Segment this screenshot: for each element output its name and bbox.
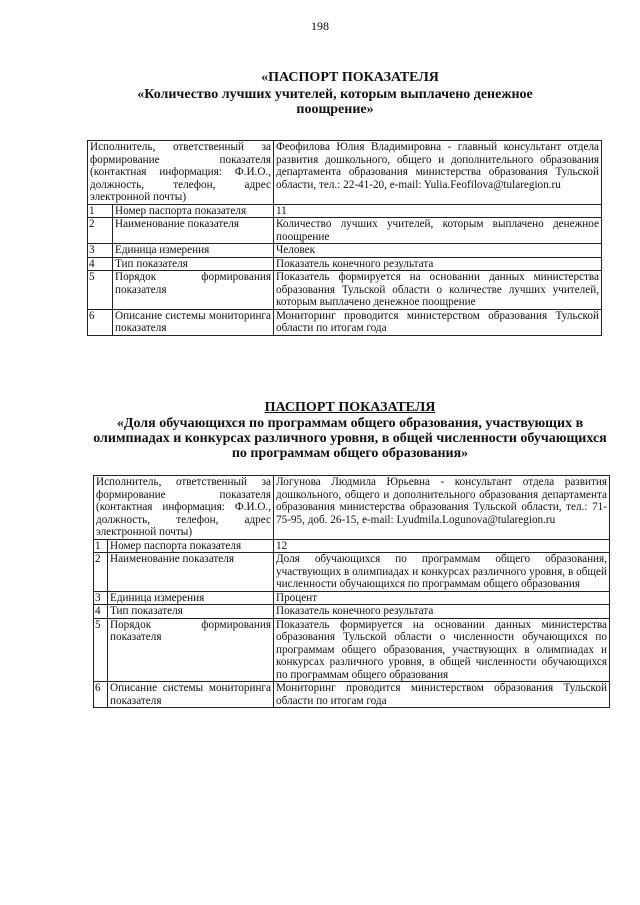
table-row bbox=[88, 309, 602, 335]
row-label: Единица измерения bbox=[113, 244, 274, 258]
row-value: Процент bbox=[274, 591, 610, 605]
row-value: Доля обучающихся по программам общего образования, участвующих в олимпиадах и конкурсах различного уровня, в общей численности обучающихся по программам общего образования bbox=[274, 553, 610, 592]
row-label: Номер паспорта показателя bbox=[108, 539, 274, 553]
table-row bbox=[94, 618, 610, 682]
executor-value: Феофилова Юлия Владимировна - главный консультант отдела развития дошкольного, общего и дополнительного образования департамента образования министерства образования Тульской области, тел.: 22-41-20, e-mail: Yulia.Feofilova@tularegion.ru bbox=[274, 141, 602, 205]
row-number: 3 bbox=[94, 591, 108, 605]
row-label: Порядок формирования показателя bbox=[108, 618, 274, 682]
executor-value: Логунова Людмила Юрьевна - консультант отдела развития дошкольного, общего и дополнительного образования департамента образования министерства образования Тульской области, тел.: 71-75-95, доб. 26-15, e-mail: Lyudmila.Logunova@tularegion.ru bbox=[274, 476, 610, 540]
row-label: Тип показателя bbox=[108, 605, 274, 619]
row-number: 1 bbox=[94, 539, 108, 553]
row-number: 6 bbox=[88, 309, 113, 335]
executor-label: Исполнитель, ответственный за формирование показателя (контактная информация: Ф.И.О., должность, телефон, адрес электронной почты) bbox=[94, 476, 274, 540]
passport2-table bbox=[93, 475, 610, 708]
row-label: Наименование показателя bbox=[108, 553, 274, 592]
table-row bbox=[94, 539, 610, 553]
table-row bbox=[94, 591, 610, 605]
page-number: 198 bbox=[311, 19, 329, 33]
executor-row bbox=[88, 141, 602, 205]
row-number: 3 bbox=[88, 244, 113, 258]
row-label: Описание системы мониторинга показателя bbox=[113, 309, 274, 335]
table-row bbox=[88, 257, 602, 271]
executor-label: Исполнитель, ответственный за формирование показателя (контактная информация: Ф.И.О., должность, телефон, адрес электронной почты) bbox=[88, 141, 274, 205]
row-label: Порядок формирования показателя bbox=[113, 271, 274, 310]
table-row bbox=[94, 553, 610, 592]
row-value: Мониторинг проводится министерством образования Тульской области по итогам года bbox=[274, 682, 610, 708]
row-value: 11 bbox=[274, 204, 602, 218]
row-value: Количество лучших учителей, которым выплачено денежное поощрение bbox=[274, 218, 602, 244]
table-row bbox=[94, 605, 610, 619]
row-number: 2 bbox=[94, 553, 108, 592]
row-number: 4 bbox=[94, 605, 108, 619]
passport1-table bbox=[87, 140, 602, 336]
passport1-subtitle: «Количество лучших учителей, которым выплачено денежное поощрение» bbox=[137, 87, 533, 117]
row-number: 2 bbox=[88, 218, 113, 244]
row-number: 6 bbox=[94, 682, 108, 708]
passport2-title: ПАСПОРТ ПОКАЗАТЕЛЯ bbox=[264, 400, 436, 415]
row-number: 5 bbox=[88, 271, 113, 310]
row-value: Показатель конечного результата bbox=[274, 605, 610, 619]
row-label: Тип показателя bbox=[113, 257, 274, 271]
table-row bbox=[88, 218, 602, 244]
row-number: 4 bbox=[88, 257, 113, 271]
table-row bbox=[94, 682, 610, 708]
row-label: Единица измерения bbox=[108, 591, 274, 605]
row-number: 5 bbox=[94, 618, 108, 682]
row-label: Номер паспорта показателя bbox=[113, 204, 274, 218]
row-number: 1 bbox=[88, 204, 113, 218]
table-row bbox=[88, 271, 602, 310]
row-label: Описание системы мониторинга показателя bbox=[108, 682, 274, 708]
executor-row bbox=[94, 476, 610, 540]
row-value: Мониторинг проводится министерством образования Тульской области по итогам года bbox=[274, 309, 602, 335]
row-value: Показатель конечного результата bbox=[274, 257, 602, 271]
table-row bbox=[88, 204, 602, 218]
row-value: 12 bbox=[274, 539, 610, 553]
row-label: Наименование показателя bbox=[113, 218, 274, 244]
row-value: Показатель формируется на основании данных министерства образования Тульской области о численности обучающихся по программам общего образования, участвующих в олимпиадах и конкурсах различного уровня, в общей численности обучающихся по программам общего образования bbox=[274, 618, 610, 682]
row-value: Показатель формируется на основании данных министерства образования Тульской области о количестве лучших учителей, которым выплачено денежное поощрение bbox=[274, 271, 602, 310]
row-value: Человек bbox=[274, 244, 602, 258]
table-row bbox=[88, 244, 602, 258]
passport2-subtitle: «Доля обучающихся по программам общего образования, участвующих в олимпиадах и конкурсах различного уровня, в общей численности обучающихся по программам общего образования» bbox=[93, 416, 607, 461]
passport1-title: «ПАСПОРТ ПОКАЗАТЕЛЯ bbox=[261, 70, 439, 85]
